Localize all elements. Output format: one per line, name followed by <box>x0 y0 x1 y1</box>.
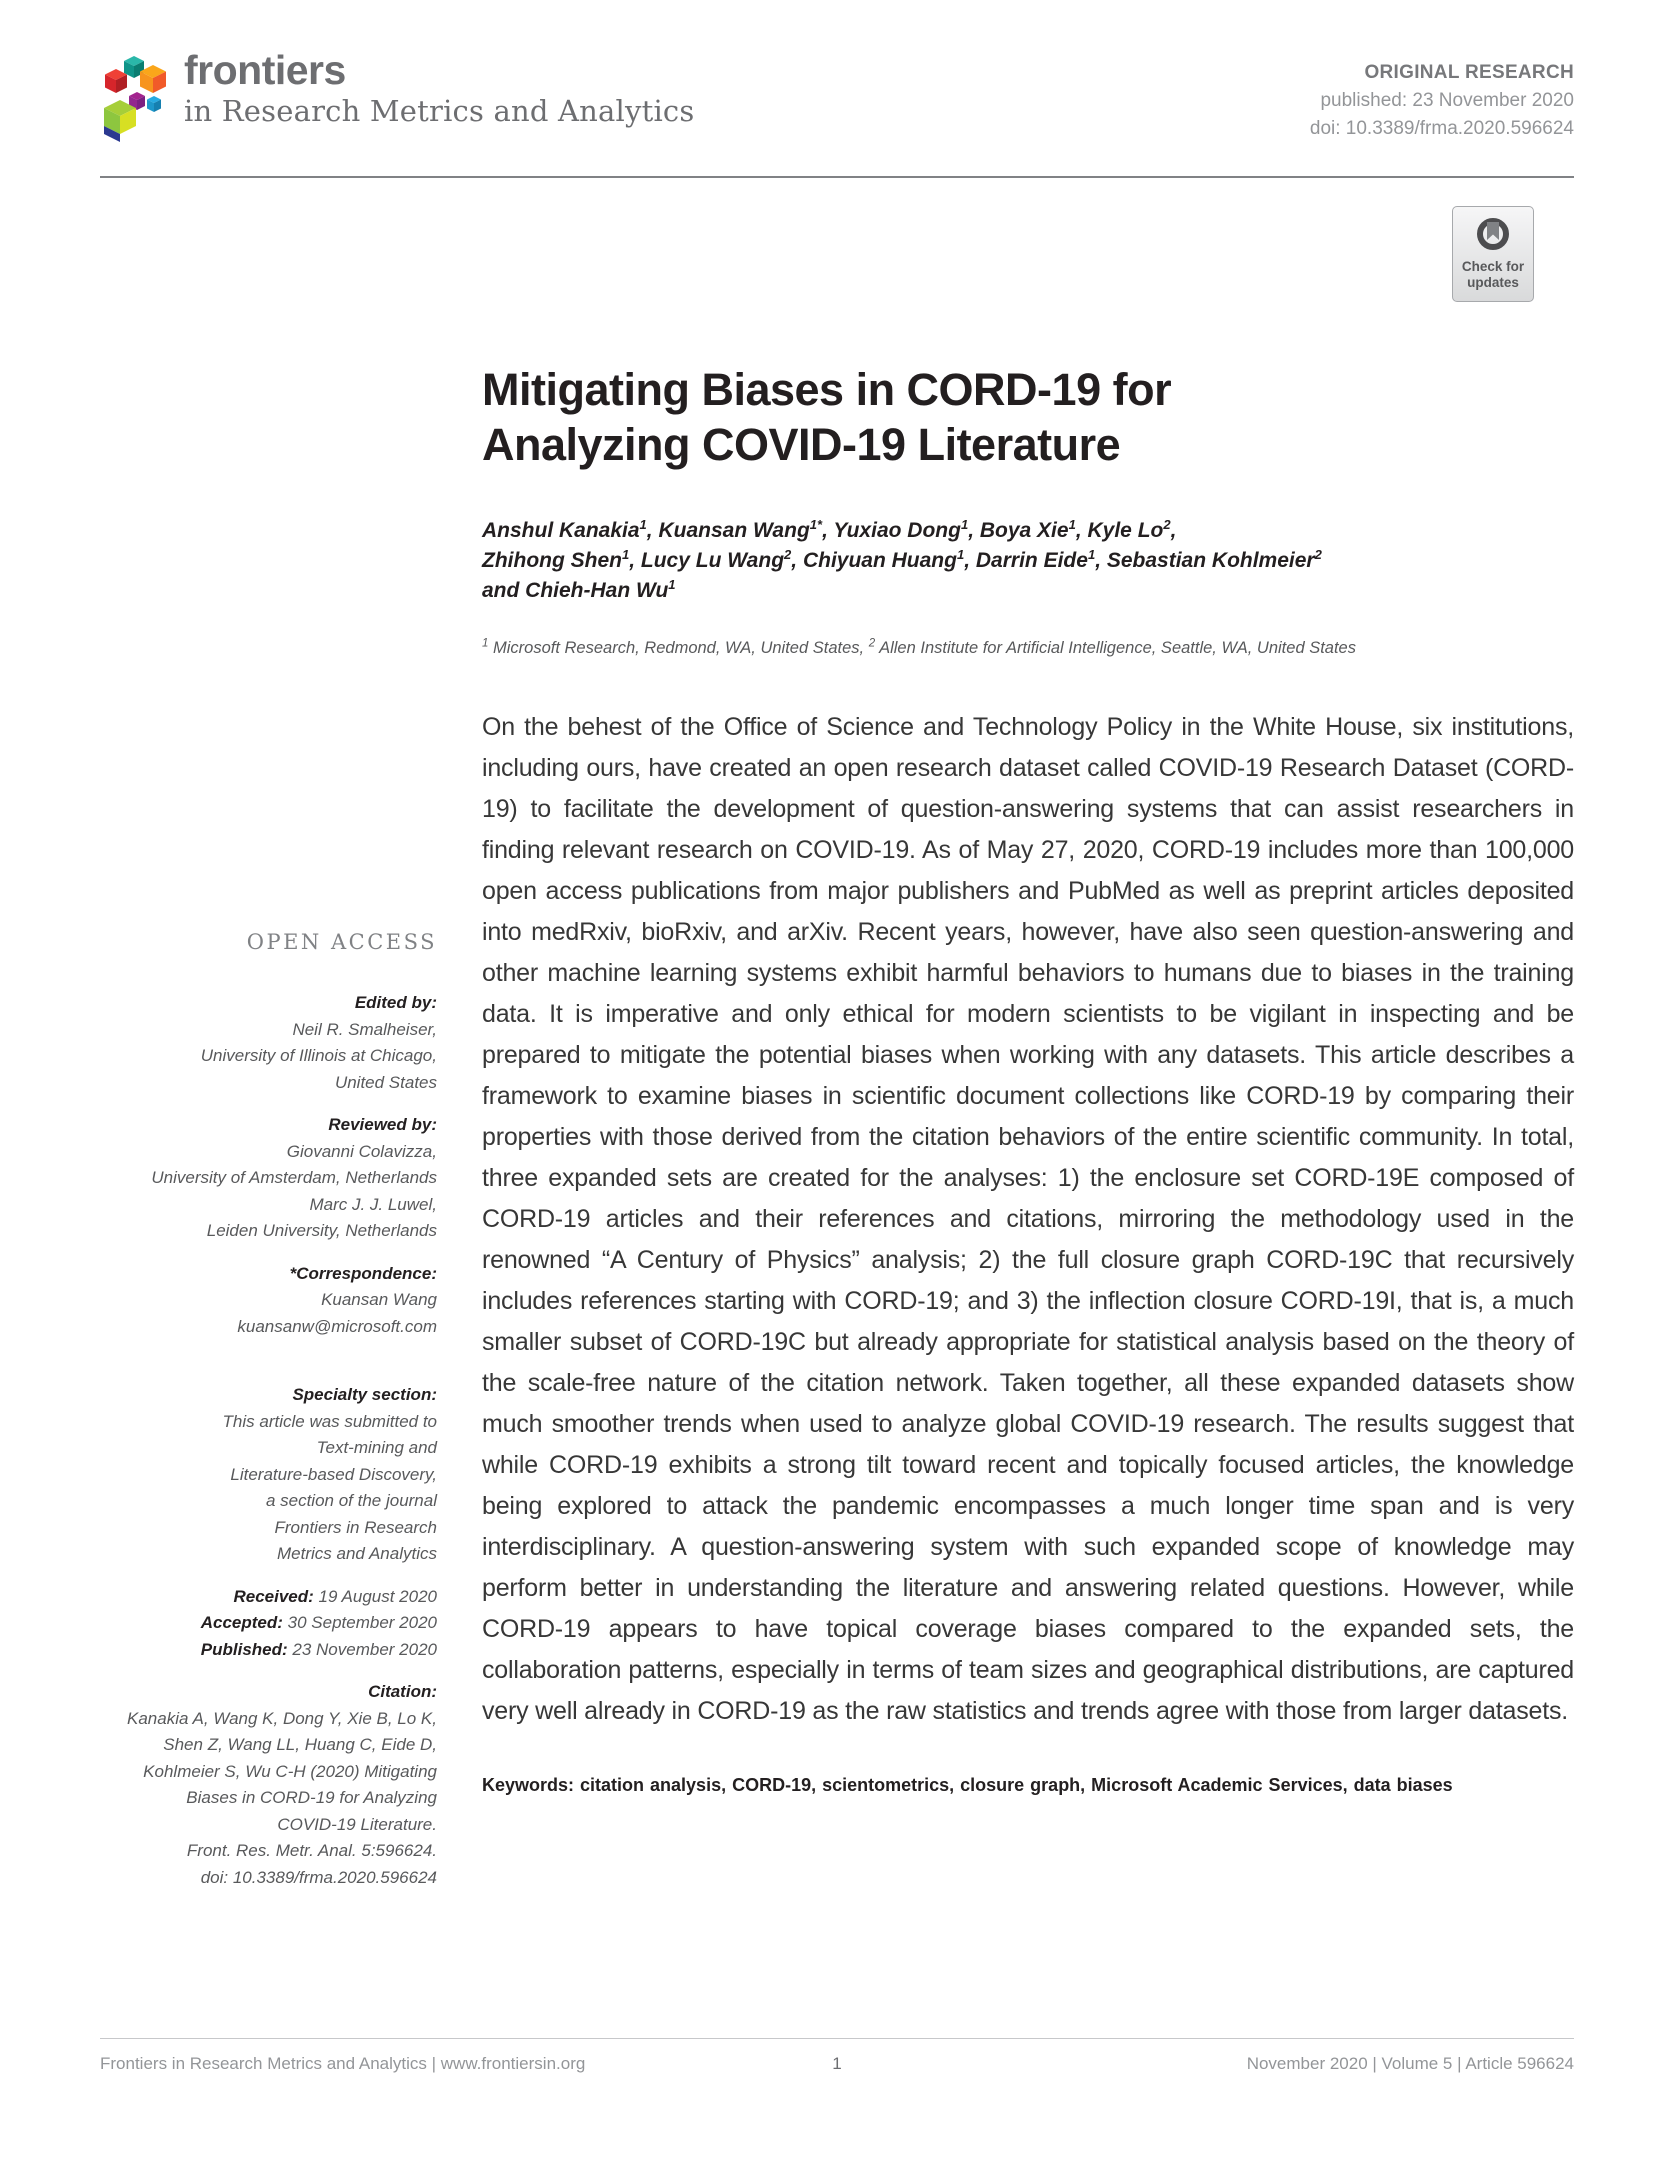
sidebar-heading <box>100 990 437 1017</box>
published-date: published: 23 November 2020 <box>1320 90 1574 111</box>
sidebar-group-correspondence <box>100 1261 437 1341</box>
affiliation-sup: 2 <box>868 637 876 650</box>
sidebar-line: Metrics and Analytics <box>277 1544 437 1563</box>
article-title <box>482 362 1574 472</box>
sidebar-label: Citation: <box>368 1682 437 1701</box>
author-affiliation-sup: 1 <box>956 547 965 562</box>
author-affiliation-sup: 2 <box>784 547 792 562</box>
affiliations: $^1$ Microsoft Research, Redmond, WA, United States, $^2$ Allen Institute for Artificial Intelligence, Seattle, WA, United States <box>482 637 1356 657</box>
author-affiliation-sup: 1 <box>668 577 676 592</box>
author-affiliation-sup: 1* <box>809 517 823 532</box>
sidebar-line: Text-mining and <box>316 1438 437 1457</box>
footer-issue: November 2020 | Volume 5 | Article 596624 <box>1246 2054 1574 2073</box>
article-info-sidebar <box>100 930 437 1891</box>
sidebar-line: COVID-19 Literature. <box>277 1814 437 1834</box>
sidebar-line: a section of the journal <box>265 1491 437 1510</box>
sidebar-heading <box>100 1382 437 1409</box>
frontiers-logo-icon <box>104 54 174 146</box>
sidebar-line: Marc J. J. Luwel, <box>309 1194 437 1214</box>
sidebar-line: Leiden University, Netherlands <box>206 1221 437 1240</box>
sidebar-line: Accepted: 30 September 2020 <box>200 1613 437 1632</box>
author-affiliation-sup: 2 <box>1314 547 1322 562</box>
sidebar-group-reviewed-by <box>100 1112 437 1245</box>
sidebar-label: Reviewed by: <box>328 1115 437 1134</box>
sidebar-groups <box>100 990 437 1891</box>
sidebar-line: United States <box>334 1072 437 1092</box>
sidebar-line: doi: 10.3389/frma.2020.596624 <box>200 1867 437 1887</box>
sidebar-line: Front. Res. Metr. Anal. 5:596624. <box>186 1841 437 1860</box>
open-access-label: OPEN ACCESS <box>246 930 437 954</box>
sidebar-label: Specialty section: <box>292 1385 437 1404</box>
sidebar-line: Kuansan Wang <box>321 1290 437 1309</box>
sidebar-group-specialty-section <box>100 1382 437 1568</box>
sidebar-line: Literature-based Discovery, <box>230 1464 437 1484</box>
sidebar-line: This article was submitted to <box>222 1411 437 1431</box>
author-list <box>482 516 1574 606</box>
sidebar-heading <box>100 1261 437 1288</box>
affiliation-sup: 1 <box>482 637 489 650</box>
page-footer <box>100 2054 1574 2074</box>
author-affiliation-sup: 1 <box>1068 517 1076 532</box>
sidebar-label: Received: <box>233 1586 314 1606</box>
sidebar-line: Frontiers in Research <box>274 1517 437 1537</box>
author-affiliation-sup: 2 <box>1163 517 1171 532</box>
sidebar-heading <box>100 1112 437 1139</box>
footer-journal: Frontiers in Research Metrics and Analytics | www.frontiersin.org <box>100 2054 586 2073</box>
author-affiliation-sup: 1 <box>639 517 647 532</box>
sidebar-heading <box>100 1679 437 1706</box>
sidebar-line: Giovanni Colavizza, <box>286 1141 437 1161</box>
doi-line: doi: 10.3389/frma.2020.596624 <box>1309 118 1574 139</box>
author-line: and Chieh-Han Wu$^1$ <box>482 577 676 602</box>
sidebar-label: Published: <box>200 1639 288 1659</box>
sidebar-group-citation <box>100 1679 437 1891</box>
author-affiliation-sup: 1 <box>1087 547 1096 562</box>
sidebar-group-edited-by <box>100 990 437 1096</box>
sidebar-line: Biases in CORD-19 for Analyzing <box>186 1788 437 1807</box>
article-type-label: ORIGINAL RESEARCH <box>1364 62 1574 83</box>
journal-name: in Research Metrics and Analytics <box>184 94 695 128</box>
author-affiliation-sup: 1 <box>960 517 969 532</box>
footer-divider <box>100 2038 1574 2039</box>
sidebar-line: Received: 19 August 2020 <box>233 1586 437 1606</box>
footer-page-number: 1 <box>832 2054 842 2073</box>
check-updates-label-line1: Check for <box>1461 259 1525 274</box>
check-updates-label-line2: updates <box>1467 275 1519 290</box>
sidebar-line: Published: 23 November 2020 <box>200 1639 437 1659</box>
author-affiliation-sup: 1 <box>621 547 630 562</box>
sidebar-group-history-dates <box>100 1584 437 1664</box>
sidebar-line: Shen Z, Wang LL, Huang C, Eide D, <box>163 1735 437 1754</box>
correspondence-email[interactable]: kuansanw@microsoft.com <box>237 1316 437 1336</box>
brand-name: frontiers <box>184 47 346 93</box>
sidebar-label: Accepted: <box>200 1613 283 1632</box>
author-line: Zhihong Shen$^1$, Lucy Lu Wang$^2$, Chiyuan Huang$^1$, Darrin Eide$^1$, Sebastian Kohlmeier$^2$ <box>482 547 1322 572</box>
sidebar-line: University of Amsterdam, Netherlands <box>151 1168 437 1187</box>
main-column <box>482 0 1574 1798</box>
title-line-2: Analyzing COVID-19 Literature <box>482 419 1121 470</box>
sidebar-line: University of Illinois at Chicago, <box>200 1046 437 1065</box>
abstract-text: On the behest of the Office of Science and Technology Policy in the White House, six institutions, including ours, have created an open research dataset called COVID-19 Research Dataset (CORD-19) to facilitate the development of question-answering systems that can assist researchers in finding relevant research on COVID-19. As of May 27, 2020, CORD-19 includes more than 100,000 open access publications from major publishers and PubMed as well as preprint articles deposited into medRxiv, bioRxiv, and arXiv. Recent years, however, have also seen question-answering and other machine learning systems exhibit harmful behaviors to humans due to biases in the training data. It is imperative and only ethical for modern scientists to be vigilant in inspecting and be prepared to mitigate the potential biases when working with any datasets. This article describes a framework to examine biases in scientific document collections like CORD-19 by comparing their properties with those derived from the citation behaviors of the entire scientific community. In total, three expanded sets are created for the analyses: 1) the enclosure set CORD-19E composed of CORD-19 articles and their references and citations, mirroring the methodology used in the renowned “A Century of Physics” analysis; 2) the full closure graph CORD-19C that recursively includes references starting with CORD-19; and 3) the inflection closure CORD-19I, that is, a much smaller subset of CORD-19C but already appropriate for statistical analysis based on the theory of the scale-free nature of the citation network. Taken together, all these expanded datasets show much smoother trends when used to analyze global COVID-19 research. The results suggest that while CORD-19 exhibits a strong tilt toward recent and topically focused articles, the knowledge being explored to attack the pandemic encompasses a much longer time span and is very interdisciplinary. A question-answering system with such expanded scope of knowledge may perform better in understanding the literature and answering related questions. However, while CORD-19 appears to have topical coverage biases compared to the expanded sets, the collaboration patterns, especially in terms of team sizes and geographical distributions, are captured very well already in CORD-19 as the raw statistics and trends agree with those from larger datasets. <box>482 713 1574 1725</box>
author-line: Anshul Kanakia$^1$, Kuansan Wang$^{1*}$, Yuxiao Dong$^1$, Boya Xie$^1$, Kyle Lo$^2$, <box>482 517 1177 542</box>
sidebar-line: Kanakia A, Wang K, Dong Y, Xie B, Lo K, <box>127 1708 437 1728</box>
keywords-line: Keywords: citation analysis, CORD-19, scientometrics, closure graph, Microsoft Academic Services, data biases <box>482 1775 1453 1795</box>
sidebar-line: Neil R. Smalheiser, <box>292 1019 437 1039</box>
sidebar-line: Kohlmeier S, Wu C-H (2020) Mitigating <box>143 1761 437 1781</box>
sidebar-label: *Correspondence: <box>289 1263 437 1283</box>
title-line-1: Mitigating Biases in CORD-19 for <box>482 364 1172 415</box>
sidebar-label: Edited by: <box>354 993 437 1012</box>
